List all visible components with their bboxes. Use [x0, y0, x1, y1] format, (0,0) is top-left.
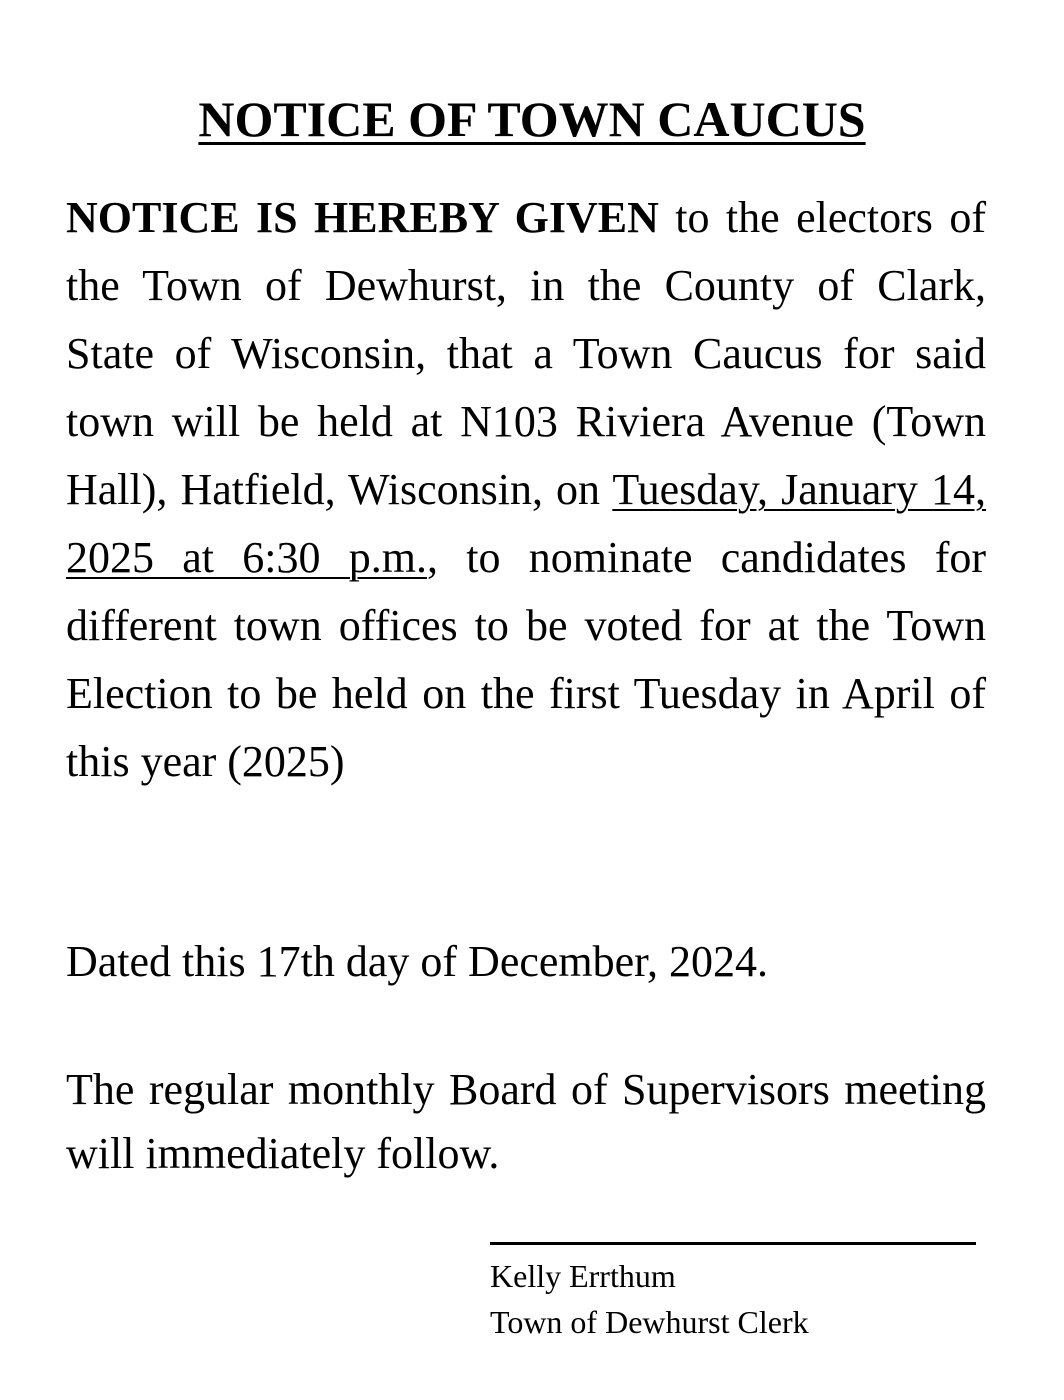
notice-text-b: , to nominate candidates for different town offices to be voted for at the Town Election to be held on the first Tuesday in April of this year (2025)	[66, 533, 987, 786]
signature-line	[490, 1242, 976, 1245]
page-title	[0, 88, 1064, 150]
page-title-text: NOTICE OF TOWN CAUCUS	[198, 91, 866, 147]
notice-paragraph	[66, 184, 986, 796]
signer-name: Kelly Errthum	[490, 1258, 676, 1294]
dated-line: Dated this 17th day of December, 2024.	[66, 937, 769, 986]
caucus-date-time: Tuesday, January 14, 2025 at 6:30 p.m.	[66, 465, 986, 582]
signer-title: Town of Dewhurst Clerk	[490, 1304, 809, 1340]
notice-lead: NOTICE IS HEREBY GIVEN	[66, 193, 659, 242]
notice-text-a: to the electors of the Town of Dewhurst, in the County of Clark, State of Wisconsin, that a Town Caucus for said town will be held at N103 Riviera Avenue (Town Hall), Hatfield, Wisconsin, on	[66, 193, 986, 514]
followup-paragraph: The regular monthly Board of Supervisors meeting will immediately follow.	[66, 1065, 986, 1178]
